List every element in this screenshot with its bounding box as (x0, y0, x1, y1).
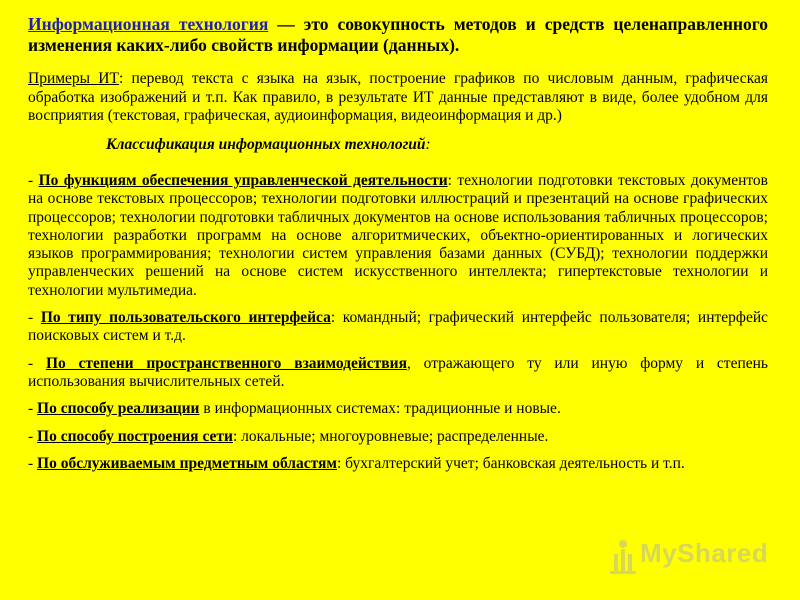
item-prefix: - (28, 454, 38, 472)
item-text: : командный; графический интерфейс пользователя; интерфейс поисковых систем и т.д. (28, 309, 768, 345)
item-prefix: - (28, 309, 41, 327)
classification-item-spatial (28, 355, 768, 392)
item-prefix: - (28, 400, 38, 418)
classification-heading-text: Классификация информационных технологий (106, 135, 426, 153)
item-criterion: По обслуживаемым предметным областям (37, 454, 337, 472)
definition-text: это совокупность методов и средств целенаправленного изменения каких-либо свойств информации (данных). (28, 14, 768, 55)
item-criterion: По степени пространственного взаимодействия (45, 354, 407, 372)
examples-paragraph (28, 70, 768, 126)
classification-item-management (28, 172, 768, 300)
item-prefix: - (28, 172, 39, 189)
item-text: : бухгалтерский учет; банковская деятельность и т.п. (337, 454, 685, 472)
classification-item-implementation (28, 400, 768, 418)
examples-text: : перевод текста с языка на язык, построение графиков по числовым данным, графическая обработка изображений и т.п. Как правило, в результате ИТ данные представляют в виде, более удобном для восприятия (текстовая, графическая, аудиоинформация, видеоинформация и др.) (28, 70, 768, 124)
item-text: : локальные; многоуровневые; распределенные. (232, 427, 549, 445)
classification-item-domains (28, 455, 768, 473)
item-criterion: По способу построения сети (37, 427, 233, 445)
item-text: , отражающего ту или иную форму и степень использования вычислительных сетей. (28, 354, 768, 390)
definition-dash: — (268, 14, 304, 34)
item-criterion: По способу реализации (37, 400, 200, 418)
classification-heading-suffix: : (425, 135, 431, 153)
logo-icon (608, 538, 638, 578)
slide-content (28, 14, 768, 482)
item-text: в информационных системах: традиционные и новые. (199, 400, 561, 418)
item-criterion: По типу пользовательского интерфейса (40, 309, 331, 327)
watermark-text: MyShared (640, 538, 769, 568)
examples-label: Примеры ИТ (28, 70, 119, 87)
watermark (608, 536, 768, 580)
definition-paragraph (28, 14, 768, 56)
item-text: : технологии подготовки текстовых документов на основе текстовых процессоров; технологии подготовки иллюстраций и презентаций на основе графических процессоров; технологии подготовки табличных документов на основе использования табличных процессоров; технологии разработки программ на основе алгоритмических, объектно-ориентированных и логических языков программирования; технологии систем управления базами данных (СУБД); технологии поддержки управленческих решений на основе систем искусственного интеллекта; гипертекстовые технологии и технологии мультимедиа. (28, 172, 769, 299)
item-criterion: По функциям обеспечения управленческой деятельности (38, 172, 448, 189)
classification-item-network (28, 428, 768, 446)
definition-term-link[interactable]: Информационная технология (28, 14, 269, 34)
item-prefix: - (28, 354, 46, 372)
classification-item-interface (28, 309, 768, 346)
item-prefix: - (28, 427, 38, 445)
classification-heading (106, 136, 768, 155)
